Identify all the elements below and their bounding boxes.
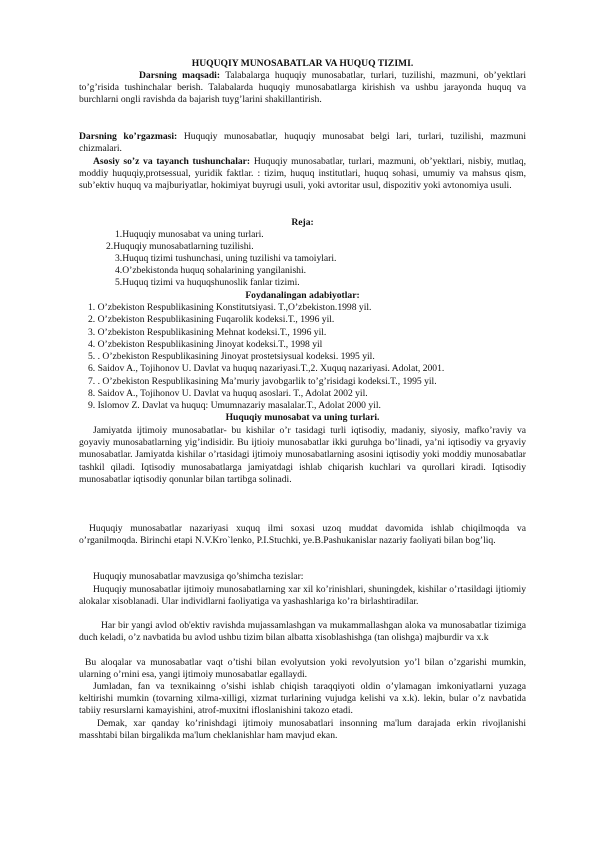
- plan-heading: Reja:: [291, 217, 314, 228]
- content-paragraph: [79, 131, 526, 155]
- body-paragraph: Bu aloqalar va munosabatlar vaqt o’tishi bilan evolyutsion yoki revolyutsion yo’l bilan o’zgarishi mumkin, ularning o’rnini esa, yangi ijtimoiy munosabatlar egallaydi.: [79, 657, 526, 681]
- body-paragraph: Demak, xar qanday ko’rinishdagi ijtimoiy munosabatlari insonning ma'lum darajada erkin rivojlanishi masshtabi bilan birgalikda ma'lum cheklanishlar ham mavjud ekan.: [79, 718, 526, 742]
- body-paragraph: Huquqiy munosabatlar nazariyasi xuquq ilmi soxasi uzoq muddat davomida ishlab chiqilmoqda va o’rganilmoqda. Birinchi etapi N.V.Kro`lenko, P.I.Stuchki, ye.B.Pashukanislar nazariy faoliyati bilan bog’liq.: [79, 523, 526, 547]
- literature-item: 4. O’zbekiston Respublikasining Jinoyat kodeksi.T., 1998 yil: [88, 339, 323, 350]
- body-paragraph: Jumladan, fan va texnikainng o’sishi ishlab chiqish taraqqiyoti oldin o’ylamagan imkoniyatlarni yuzaga keltirishi mumkin (tovarning xilma-xilligi, xizmat turlarining vujudga kelishi va x.k). lekin, bular o’z navbatida tabiiy resurslarni kamayishini, atrof-muxitni ifloslanishini takozo etadi.: [79, 681, 526, 717]
- body-paragraph: Jamiyatda ijtimoiy munosabatlar- bu kishilar o’r tasidagi turli iqtisodiy, madaniy, siyosiy, mafko’raviy va goyaviy munosabatlarning yig’indisidir. Bu ijtioiy munosabatlar ikki guruhga bo’linadi, ya’ni iqtisodiy va gryaviy munosabatlar. Jamiyatda kishilar o’rtasidagi ijtimoiy munosabatlarning asosini iqtisodiy yoki moddiy munosabatlar tashkil qiladi. Iqtisodiy munosabatlarga jamiyatdagi ishlab chiqarish kuchlari va qurollari kiradi. Iqtisodiy munosabatlar iqtisodiy qonunlar bilan tartibga solinadi.: [79, 425, 526, 485]
- literature-item: 7. . O’zbekiston Respublikasining Ma’muriy javobgarlik to’g’risidagi kodeksi.T., 1995 yil.: [88, 376, 437, 387]
- purpose-paragraph: [79, 70, 526, 107]
- plan-item: 1.Huquqiy munosabat va uning turlari.: [115, 229, 264, 240]
- literature-item: 6. Saidov A., Tojihonov U. Davlat va huquq nazariyasi.T.,2. Xuquq nazariyasi. Adolat, 2001.: [88, 363, 445, 374]
- content-text: Huquqiy munosabatlar, huquqiy munosabat belgi lari, turlari, tuzilishi, mazmuni chizmalari.: [79, 131, 526, 155]
- literature-heading: Foydanalingan adabiyotlar:: [245, 290, 360, 301]
- plan-item: 3.Huquq tizimi tushunchasi, uning tuzilishi va tamoiylari.: [115, 253, 337, 264]
- literature-item: 2. O’zbekiston Respublikasining Fuqarolik kodeksi.T., 1996 yil.: [88, 314, 335, 325]
- literature-item: 8. Saidov A., Tojihonov U. Davlat va huquq asoslari. T., Adolat 2002 yil.: [88, 388, 368, 399]
- plan-item: 4.O’zbekistonda huquq sohalarining yangilanishi.: [115, 265, 307, 276]
- keywords-paragraph: [79, 156, 526, 193]
- literature-item: 3. O’zbekiston Respublikasining Mehnat kodeksi.T., 1996 yil.: [88, 327, 327, 338]
- body-paragraph: Huquqiy munosabatlar mavzusiga qo’shimcha tezislar:: [93, 571, 304, 582]
- literature-item: 5. . O’zbekiston Respublikasining Jinoyat prostetsiysual kodeksi. 1995 yil.: [88, 351, 375, 362]
- section-heading: Huquqiy munosabat va uning turlari.: [225, 412, 380, 423]
- literature-item: 1. O’zbekiston Respublikasining Konstitutsiyasi. T.,O’zbekiston.1998 yil.: [88, 302, 372, 313]
- keywords-label: Asosiy so’z va tayanch tushunchalar:: [93, 156, 251, 167]
- content-label: Darsning ko’rgazmasi:: [79, 131, 178, 142]
- body-paragraph: Har bir yangi avlod ob'ektiv ravishda mujassamlashgan va mukammallashgan aloka va munosabatlar tizimiga duch keladi, o’z navbatida bu avlod ushbu tizim bilan albatta xisoblashishga (tan olishga) majburdir va x.k: [79, 620, 526, 644]
- body-paragraph: Huquqiy munosabatlar ijtimoiy munosabatlarning xar xil ko’rinishlari, shuningdek, kishilar o’rtasildagi ijtiomiy alokalar xisoblanadi. Ular individlarni faoliyatiga va yashashlariga ko’ra birlashtiradilar.: [79, 584, 526, 608]
- keywords-text: Huquqiy munosabatlar, turlari, mazmuni, ob’yektlari, nisbiy, mutlaq, moddiy huquqiy,protsessual, yuridik faktlar. : tizim, huquq institutlari, huquq sohasi, umumiy va mahsus qism, sub’ektiv huquq va majburiyatlar, hokimiyat buyrugi usuli, yoki avtoritar usul, dispozitiv yoki avtonomiya usuli.: [79, 156, 526, 192]
- plan-item: 2.Huquqiy munosabatlarning tuzilishi.: [106, 241, 254, 252]
- purpose-label: Darsning maqsadi:: [139, 70, 221, 81]
- document-title: HUQUQIY MUNOSABATLAR VA HUQUQ TIZIMI.: [191, 58, 414, 69]
- literature-item: 9. Islomov Z. Davlat va huquq: Umumnazariy masalalar.T., Adolat 2000 yil.: [88, 400, 381, 411]
- purpose-text: Talabalarga huquqiy munosabatlar, turlari, tuzilishi, mazmuni, ob’yektlari to’g’risida tushinchalar berish. Talabalarda huquqiy munosabatlarga kirishish va ushbu jarayonda huquq va burchlarni ongli ravishda da bajarish tuyg’larini shakillantirish.: [79, 70, 526, 106]
- plan-item: 5.Huquq tizimi va huquqshunoslik fanlar tizimi.: [115, 277, 300, 288]
